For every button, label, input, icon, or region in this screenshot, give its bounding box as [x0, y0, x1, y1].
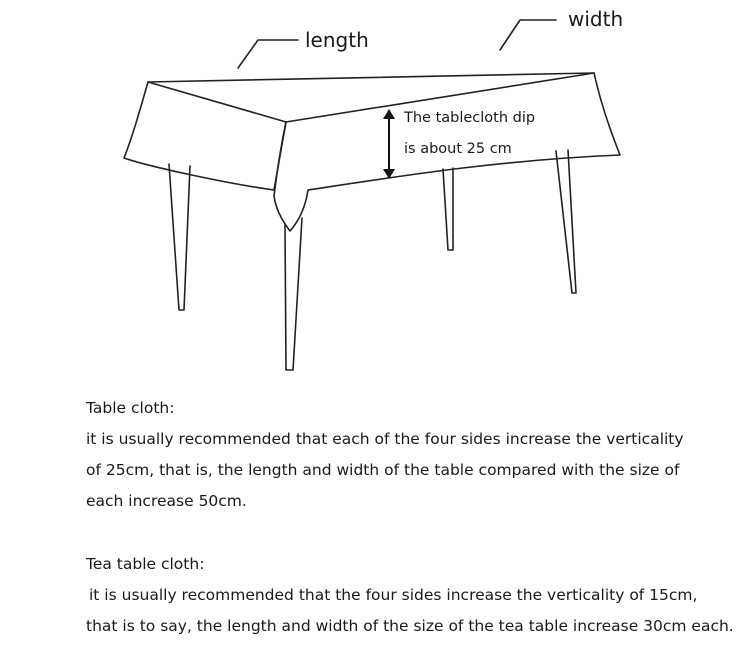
right-leg	[556, 150, 576, 293]
table-cloth-line-3: each increase 50cm.	[86, 492, 247, 510]
dip-arrow	[383, 109, 395, 179]
tea-table-cloth-section	[86, 549, 734, 642]
width-label: width	[568, 7, 624, 31]
dip-label-line1: The tablecloth dip	[404, 110, 536, 126]
table-cloth-line-1: it is usually recommended that each of the four sides increase the verticality	[86, 430, 684, 448]
length-label: length	[305, 28, 369, 52]
tea-table-cloth-heading: Tea table cloth:	[86, 555, 205, 573]
back-left-leg	[169, 164, 190, 310]
length-leader	[238, 40, 298, 68]
back-middle-leg	[443, 168, 453, 250]
table-cloth-line-2: of 25cm, that is, the length and width of the table compared with the size of	[86, 461, 680, 479]
tea-table-cloth-line-1: it is usually recommended that the four sides increase the verticality of 15cm,	[89, 586, 698, 604]
dip-label-line2: is about 25 cm	[404, 141, 512, 157]
table-cloth-heading: Table cloth:	[86, 399, 175, 417]
table-cloth-section	[86, 393, 726, 517]
front-leg	[285, 218, 302, 370]
width-leader	[500, 20, 556, 50]
tea-table-cloth-line-2: that is to say, the length and width of the size of the tea table increase 30cm each.	[86, 617, 734, 635]
